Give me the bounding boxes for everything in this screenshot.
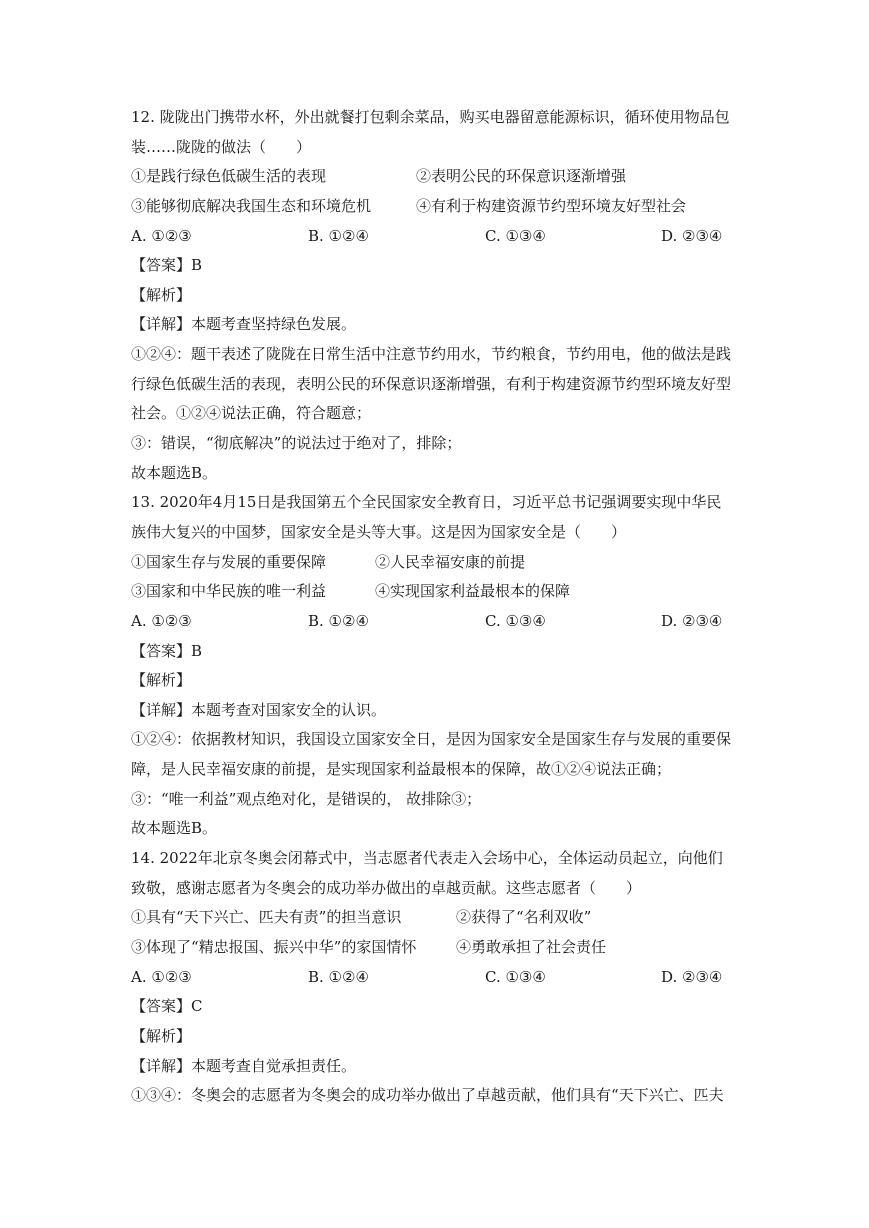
analysis-label: 【解析】 (131, 671, 192, 690)
choice-a: A. ①②③ (131, 967, 192, 986)
answer-label: 【答案】B (131, 256, 203, 275)
detail-line: ①③④：冬奥会的志愿者为冬奥会的成功举办做出了卓越贡献，他们具有“天下兴亡、匹夫 (131, 1086, 724, 1105)
statement-row (131, 162, 743, 192)
question-12 (131, 103, 743, 488)
statement-row (131, 933, 743, 963)
statement-row (131, 577, 743, 607)
choice-b: B. ①②④ (308, 226, 369, 245)
choices-row (131, 963, 743, 993)
choice-c: C. ①③④ (485, 967, 546, 986)
analysis-label: 【解析】 (131, 285, 192, 304)
choice-a: A. ①②③ (131, 226, 192, 245)
statement-row (131, 548, 743, 578)
detail-line: ③：“唯一利益”观点绝对化，是错误的， 故排除③； (131, 789, 482, 808)
question-stem-line: 装……陇陇的做法（ ） (131, 137, 312, 156)
choice-c: C. ①③④ (485, 611, 546, 630)
detail-line: 【详解】本题考查自觉承担责任。 (131, 1056, 357, 1075)
detail-line: 【详解】本题考查坚持绿色发展。 (131, 315, 357, 334)
statement-row (131, 192, 743, 222)
analysis-label: 【解析】 (131, 1026, 192, 1045)
detail-line: 行绿色低碳生活的表现，表明公民的环保意识逐渐增强，有利于构建资源节约型环境友好型 (131, 374, 732, 393)
answer-label: 【答案】B (131, 641, 203, 660)
statement: ①具有“天下兴亡、匹夫有责”的担当意识 (131, 908, 402, 927)
statement: ③国家和中华民族的唯一利益 (131, 582, 327, 601)
choices-row (131, 607, 743, 637)
statement: ②表明公民的环保意识逐渐增强 (416, 167, 627, 186)
statement: ②人民幸福安康的前提 (375, 552, 526, 571)
statement: ①国家生存与发展的重要保障 (131, 552, 327, 571)
choice-b: B. ①②④ (308, 967, 369, 986)
choice-d: D. ②③④ (661, 226, 723, 245)
detail-line: 故本题选B。 (131, 819, 218, 838)
choices-row (131, 222, 743, 252)
choice-a: A. ①②③ (131, 611, 192, 630)
detail-line: ③：错误，“彻底解决”的说法过于绝对了，排除； (131, 434, 462, 453)
question-14 (131, 844, 743, 1111)
choice-b: B. ①②④ (308, 611, 369, 630)
statement: ③能够彻底解决我国生态和环境危机 (131, 196, 372, 215)
detail-line: 社会。①②④说法正确，符合题意； (131, 404, 372, 423)
detail-line: ①②④：依据教材知识，我国设立国家安全日，是因为国家安全是国家生存与发展的重要保 (131, 730, 732, 749)
answer-label: 【答案】C (131, 997, 203, 1016)
statement: ②获得了“名利双收” (456, 908, 592, 927)
question-stem-line: 13. 2020年4月15日是我国第五个全民国家安全教育日，习近平总书记强调要实现中华民 (131, 493, 722, 512)
detail-line: 【详解】本题考查对国家安全的认识。 (131, 700, 387, 719)
detail-line: ①②④：题干表述了陇陇在日常生活中注意节约用水，节约粮食，节约用电，他的做法是践 (131, 345, 732, 364)
question-stem-line: 12. 陇陇出门携带水杯，外出就餐打包剩余菜品，购买电器留意能源标识，循环使用物品包 (131, 108, 730, 126)
choice-d: D. ②③④ (661, 967, 723, 986)
detail-line: 故本题选B。 (131, 463, 218, 482)
document-page (131, 103, 743, 1111)
statement: ①是践行绿色低碳生活的表现 (131, 167, 327, 186)
detail-line: 障，是人民幸福安康的前提，是实现国家利益最根本的保障，故①②④说法正确； (131, 760, 672, 779)
statement: ④有利于构建资源节约型环境友好型社会 (416, 196, 687, 215)
choice-d: D. ②③④ (661, 611, 723, 630)
choice-c: C. ①③④ (485, 226, 546, 245)
statement: ④勇敢承担了社会责任 (456, 937, 607, 956)
question-13 (131, 488, 743, 844)
question-stem-line: 14. 2022年北京冬奥会闭幕式中，当志愿者代表走入会场中心，全体运动员起立，向他们 (131, 849, 723, 868)
question-stem-line: 致敬，感谢志愿者为冬奥会的成功举办做出的卓越贡献。这些志愿者（ ） (131, 878, 642, 897)
statement-row (131, 903, 743, 933)
question-stem-line: 族伟大复兴的中国梦，国家安全是头等大事。这是因为国家安全是（ ） (131, 522, 627, 541)
statement: ④实现国家利益最根本的保障 (375, 582, 571, 601)
statement: ③体现了“精忠报国、振兴中华”的家国情怀 (131, 937, 417, 956)
